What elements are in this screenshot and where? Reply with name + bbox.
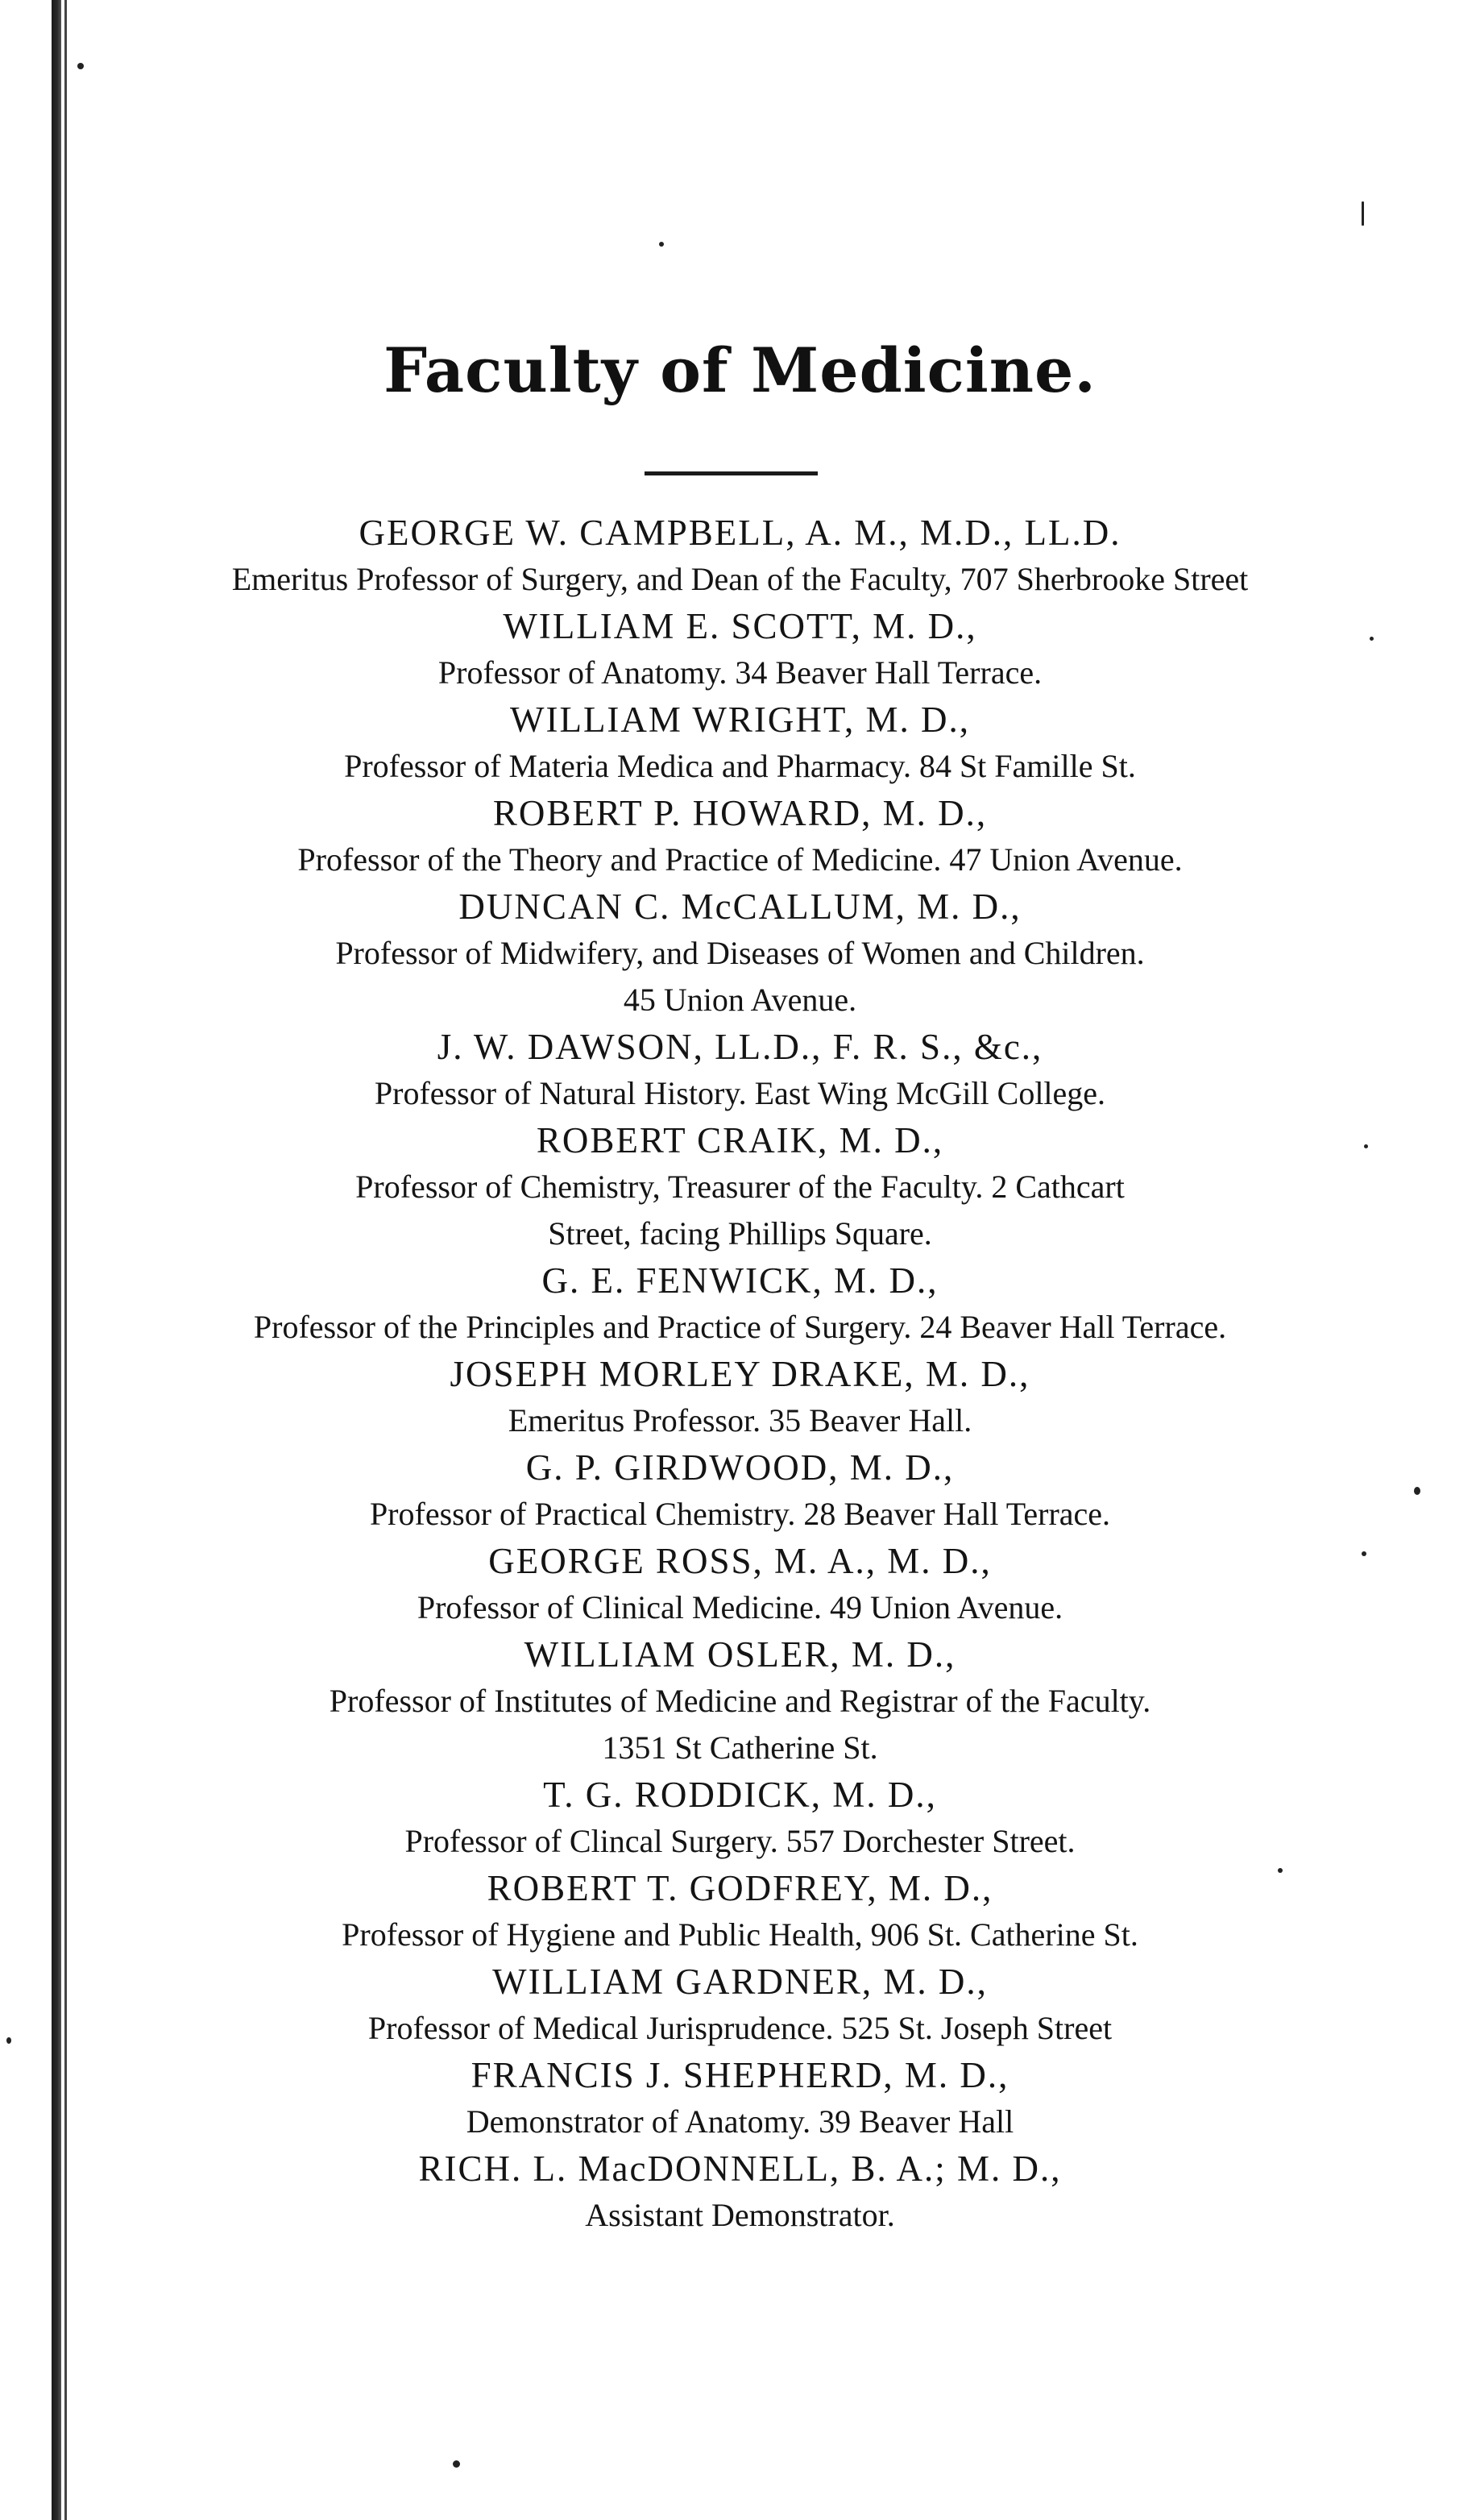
- faculty-name: ROBERT T. GODFREY, M. D.,: [487, 1868, 993, 1908]
- faculty-entry: [0, 696, 1480, 790]
- faculty-entry: [0, 1958, 1480, 2052]
- faculty-name: ROBERT P. HOWARD, M. D.,: [492, 793, 988, 833]
- title-divider: [645, 471, 818, 475]
- faculty-detail: 45 Union Avenue.: [623, 982, 857, 1018]
- faculty-entry: [0, 509, 1480, 603]
- faculty-detail: Professor of Natural History. East Wing McGill College.: [374, 1075, 1106, 1111]
- faculty-detail: Professor of the Theory and Practice of Medicine. 47 Union Avenue.: [297, 841, 1183, 878]
- faculty-detail: Assistant Demonstrator.: [585, 2197, 895, 2233]
- faculty-name: WILLIAM GARDNER, M. D.,: [492, 1962, 988, 2002]
- faculty-name: DUNCAN C. McCALLUM, M. D.,: [458, 886, 1022, 927]
- faculty-detail: Street, facing Phillips Square.: [548, 1215, 932, 1252]
- faculty-entry: [0, 1538, 1480, 1631]
- faculty-name: WILLIAM E. SCOTT, M. D.,: [503, 606, 977, 646]
- faculty-detail: Emeritus Professor of Surgery, and Dean of the Faculty, 707 Sherbrooke Street: [231, 561, 1249, 597]
- faculty-name: WILLIAM OSLER, M. D.,: [524, 1634, 956, 1675]
- faculty-detail: Professor of Practical Chemistry. 28 Beaver Hall Terrace.: [369, 1496, 1111, 1532]
- faculty-name: FRANCIS J. SHEPHERD, M. D.,: [471, 2055, 1009, 2095]
- faculty-entry: [0, 1865, 1480, 1958]
- faculty-name: J. W. DAWSON, LL.D., F. R. S., &c.,: [437, 1027, 1043, 1067]
- faculty-detail: Professor of Anatomy. 34 Beaver Hall Terrace.: [437, 654, 1043, 691]
- faculty-entry: [0, 883, 1480, 1023]
- faculty-entry: [0, 790, 1480, 883]
- faculty-detail: Demonstrator of Anatomy. 39 Beaver Hall: [466, 2103, 1014, 2140]
- page-title: Faculty of Medicine.: [383, 334, 1097, 406]
- faculty-entry: [0, 1771, 1480, 1865]
- faculty-detail: Professor of Chemistry, Treasurer of the Faculty. 2 Cathcart: [355, 1169, 1125, 1205]
- faculty-entry: [0, 1631, 1480, 1771]
- faculty-name: G. P. GIRDWOOD, M. D.,: [525, 1447, 955, 1488]
- faculty-name: GEORGE W. CAMPBELL, A. M., M.D., LL.D.: [359, 513, 1121, 553]
- faculty-detail: Professor of Materia Medica and Pharmacy. 84 St Famille St.: [344, 748, 1136, 784]
- faculty-entry: [0, 2052, 1480, 2145]
- faculty-detail: Professor of Institutes of Medicine and Registrar of the Faculty.: [329, 1683, 1151, 1719]
- faculty-name: T. G. RODDICK, M. D.,: [543, 1775, 937, 1815]
- faculty-list: [0, 509, 1480, 2239]
- faculty-name: WILLIAM WRIGHT, M. D.,: [510, 700, 970, 740]
- faculty-entry: [0, 1117, 1480, 1257]
- faculty-name: G. E. FENWICK, M. D.,: [541, 1260, 939, 1301]
- faculty-entry: [0, 1444, 1480, 1538]
- faculty-entry: [0, 1257, 1480, 1351]
- faculty-entry: [0, 2145, 1480, 2239]
- faculty-name: ROBERT CRAIK, M. D.,: [536, 1120, 944, 1160]
- faculty-detail: Professor of Clincal Surgery. 557 Dorchester Street.: [404, 1823, 1076, 1859]
- faculty-entry: [0, 1351, 1480, 1444]
- faculty-name: JOSEPH MORLEY DRAKE, M. D.,: [450, 1354, 1030, 1394]
- faculty-detail: Professor of the Principles and Practice of Surgery. 24 Beaver Hall Terrace.: [253, 1309, 1227, 1345]
- faculty-detail: Professor of Clinical Medicine. 49 Union Avenue.: [417, 1589, 1063, 1625]
- faculty-name: GEORGE ROSS, M. A., M. D.,: [488, 1541, 992, 1581]
- faculty-detail: Professor of Midwifery, and Diseases of Women and Children.: [335, 935, 1145, 971]
- faculty-detail: 1351 St Catherine St.: [602, 1729, 878, 1766]
- faculty-detail: Emeritus Professor. 35 Beaver Hall.: [508, 1402, 972, 1439]
- faculty-entry: [0, 1023, 1480, 1117]
- faculty-name: RICH. L. MacDONNELL, B. A.; M. D.,: [418, 2148, 1062, 2189]
- faculty-detail: Professor of Medical Jurisprudence. 525 St. Joseph Street: [367, 2010, 1113, 2046]
- faculty-entry: [0, 603, 1480, 696]
- faculty-detail: Professor of Hygiene and Public Health, 906 St. Catherine St.: [342, 1916, 1138, 1953]
